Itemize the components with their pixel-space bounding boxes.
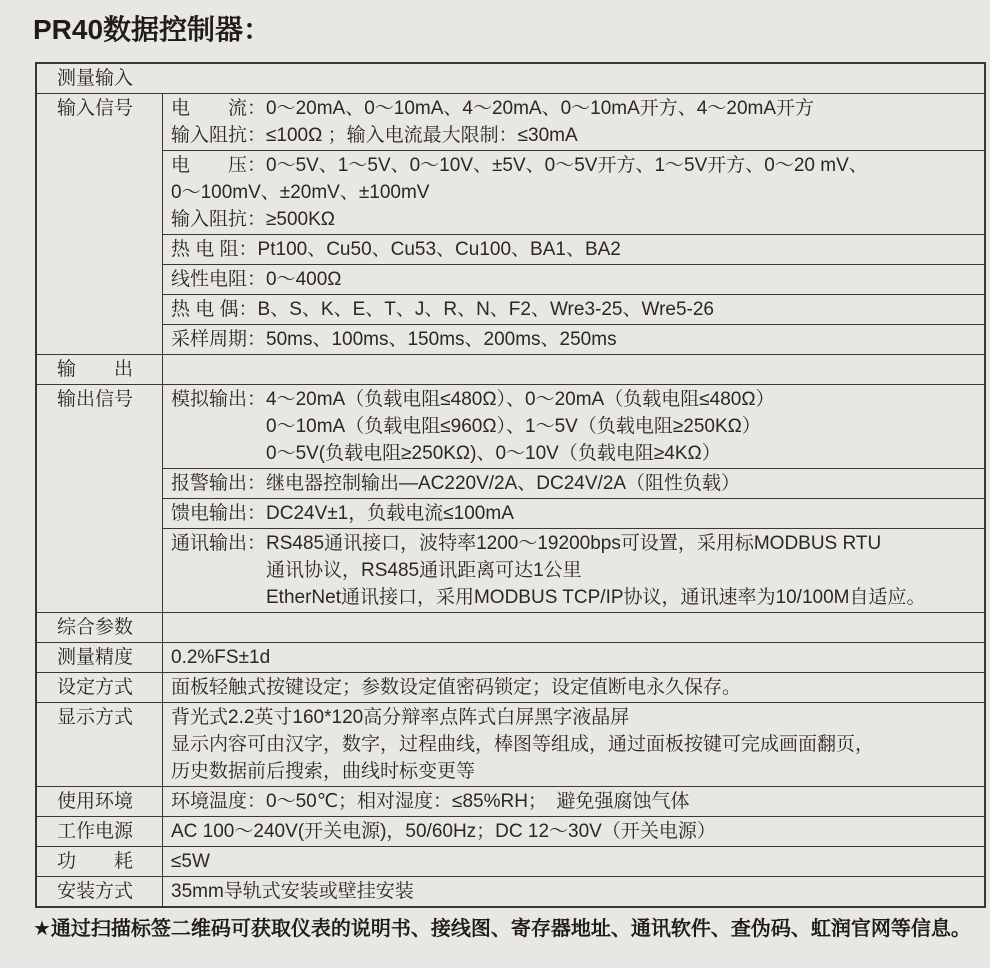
subrow-accuracy [163,643,984,672]
subrow-thermocouple [163,294,984,324]
consumption-content [163,847,984,876]
current-line-1: 电 流：0～20mA、0～10mA、4～20mA、0～10mA开方、4～20mA开方 [171,98,815,119]
voltage-line-2: 0～100mV、±20mV、±100mV [171,182,430,203]
communication-line-2: 通讯协议，RS485通讯距离可达1公里 [266,560,582,581]
row-power [37,816,984,846]
subrow-voltage [163,150,984,234]
measure-input-header-label: 测量输入 [57,68,134,89]
sampling-period-line: 采样周期：50ms、100ms、150ms、200ms、250ms [171,329,617,350]
footer-note: ★通过扫描标签二维码可获取仪表的说明书、接线图、寄存器地址、通讯软件、查伪码、虹润官网等信息。 [33,918,971,940]
output-header-empty-cell [163,355,984,384]
environment-content [163,787,984,816]
display-label: 显示方式 [37,703,163,786]
linear-resistance-line: 线性电阻：0～400Ω [171,269,342,290]
row-environment [37,786,984,816]
analog-output-line-1: 模拟输出：4～20mA（负载电阻≤480Ω）、0～20mA（负载电阻≤480Ω） [171,389,775,410]
current-line-2: 输入阻抗：≤100Ω ；输入电流最大限制：≤30mA [171,125,578,146]
row-output-header [37,354,984,384]
subrow-environment [163,787,984,816]
subrow-current [163,94,984,150]
subrow-setting [163,673,984,702]
analog-output-line-2: 0～10mA（负载电阻≤960Ω）、1～5V（负载电阻≥250KΩ） [266,416,761,437]
feed-output-line: 馈电输出：DC24V±1，负载电流≤100mA [171,503,514,524]
page-title: PR40数据控制器： [33,14,272,45]
subrow-display [163,703,984,786]
rtd-line: 热 电 阻：Pt100、Cu50、Cu53、Cu100、BA1、BA2 [171,239,621,260]
communication-line-3: EtherNet通讯接口，采用MODBUS TCP/IP协议，通讯速率为10/100M自适应。 [266,587,926,608]
general-header-empty-cell [163,613,984,642]
row-input-signal [37,93,984,354]
voltage-line-3: 输入阻抗：≥500KΩ [171,209,336,230]
output-signal-label: 输出信号 [37,385,163,612]
consumption-value: ≤5W [171,851,210,872]
installation-value: 35mm导轨式安装或壁挂安装 [171,881,414,902]
display-content [163,703,984,786]
output-signal-content [163,385,984,612]
setting-label: 设定方式 [37,673,163,702]
accuracy-value: 0.2%FS±1d [171,647,271,668]
output-header-label: 输 出 [37,355,163,384]
row-setting [37,672,984,702]
accuracy-label: 测量精度 [37,643,163,672]
installation-content [163,877,984,906]
environment-label: 使用环境 [37,787,163,816]
display-line-1: 背光式2.2英寸160*120高分辩率点阵式白屏黑字液晶屏 [171,707,630,728]
subrow-rtd [163,234,984,264]
row-display [37,702,984,786]
row-consumption [37,846,984,876]
subrow-communication-output [163,528,984,612]
input-signal-label: 输入信号 [37,94,163,354]
power-label: 工作电源 [37,817,163,846]
row-accuracy [37,642,984,672]
subrow-alarm-output [163,468,984,498]
setting-content [163,673,984,702]
row-general-header [37,612,984,642]
subrow-power [163,817,984,846]
thermocouple-line: 热 电 偶：B、S、K、E、T、J、R、N、F2、Wre3-25、Wre5-26 [171,299,714,320]
general-header-label: 综合参数 [37,613,163,642]
communication-line-1: 通讯输出：RS485通讯接口，波特率1200～19200bps可设置，采用标MODBUS RTU [171,533,882,554]
power-content [163,817,984,846]
subrow-sampling-period [163,324,984,354]
setting-value: 面板轻触式按键设定；参数设定值密码锁定；设定值断电永久保存。 [171,677,742,698]
analog-output-line-3: 0～5V(负载电阻≥250KΩ)、0～10V（负载电阻≥4KΩ） [266,443,721,464]
row-measure-input-header [37,64,984,93]
power-value: AC 100～240V(开关电源)，50/60Hz；DC 12～30V（开关电源） [171,821,716,842]
row-installation [37,876,984,906]
installation-label: 安装方式 [37,877,163,906]
voltage-line-1: 电 压：0～5V、1～5V、0～10V、±5V、0～5V开方、1～5V开方、0～20 mV、 [171,155,868,176]
subrow-feed-output [163,498,984,528]
accuracy-content [163,643,984,672]
display-line-2: 显示内容可由汉字，数字，过程曲线，棒图等组成，通过面板按键可完成画面翻页， [171,734,875,755]
subrow-analog-output [163,385,984,468]
row-output-signal [37,384,984,612]
subrow-linear-resistance [163,264,984,294]
environment-value: 环境温度：0～50℃；相对湿度：≤85%RH； 避免强腐蚀气体 [171,791,690,812]
spec-table [35,62,986,908]
display-line-3: 历史数据前后搜索，曲线时标变更等 [171,761,476,782]
input-signal-content [163,94,984,354]
subrow-consumption [163,847,984,876]
subrow-installation [163,877,984,906]
consumption-label: 功 耗 [37,847,163,876]
alarm-output-line: 报警输出：继电器控制输出—AC220V/2A、DC24V/2A（阻性负载） [171,473,741,494]
